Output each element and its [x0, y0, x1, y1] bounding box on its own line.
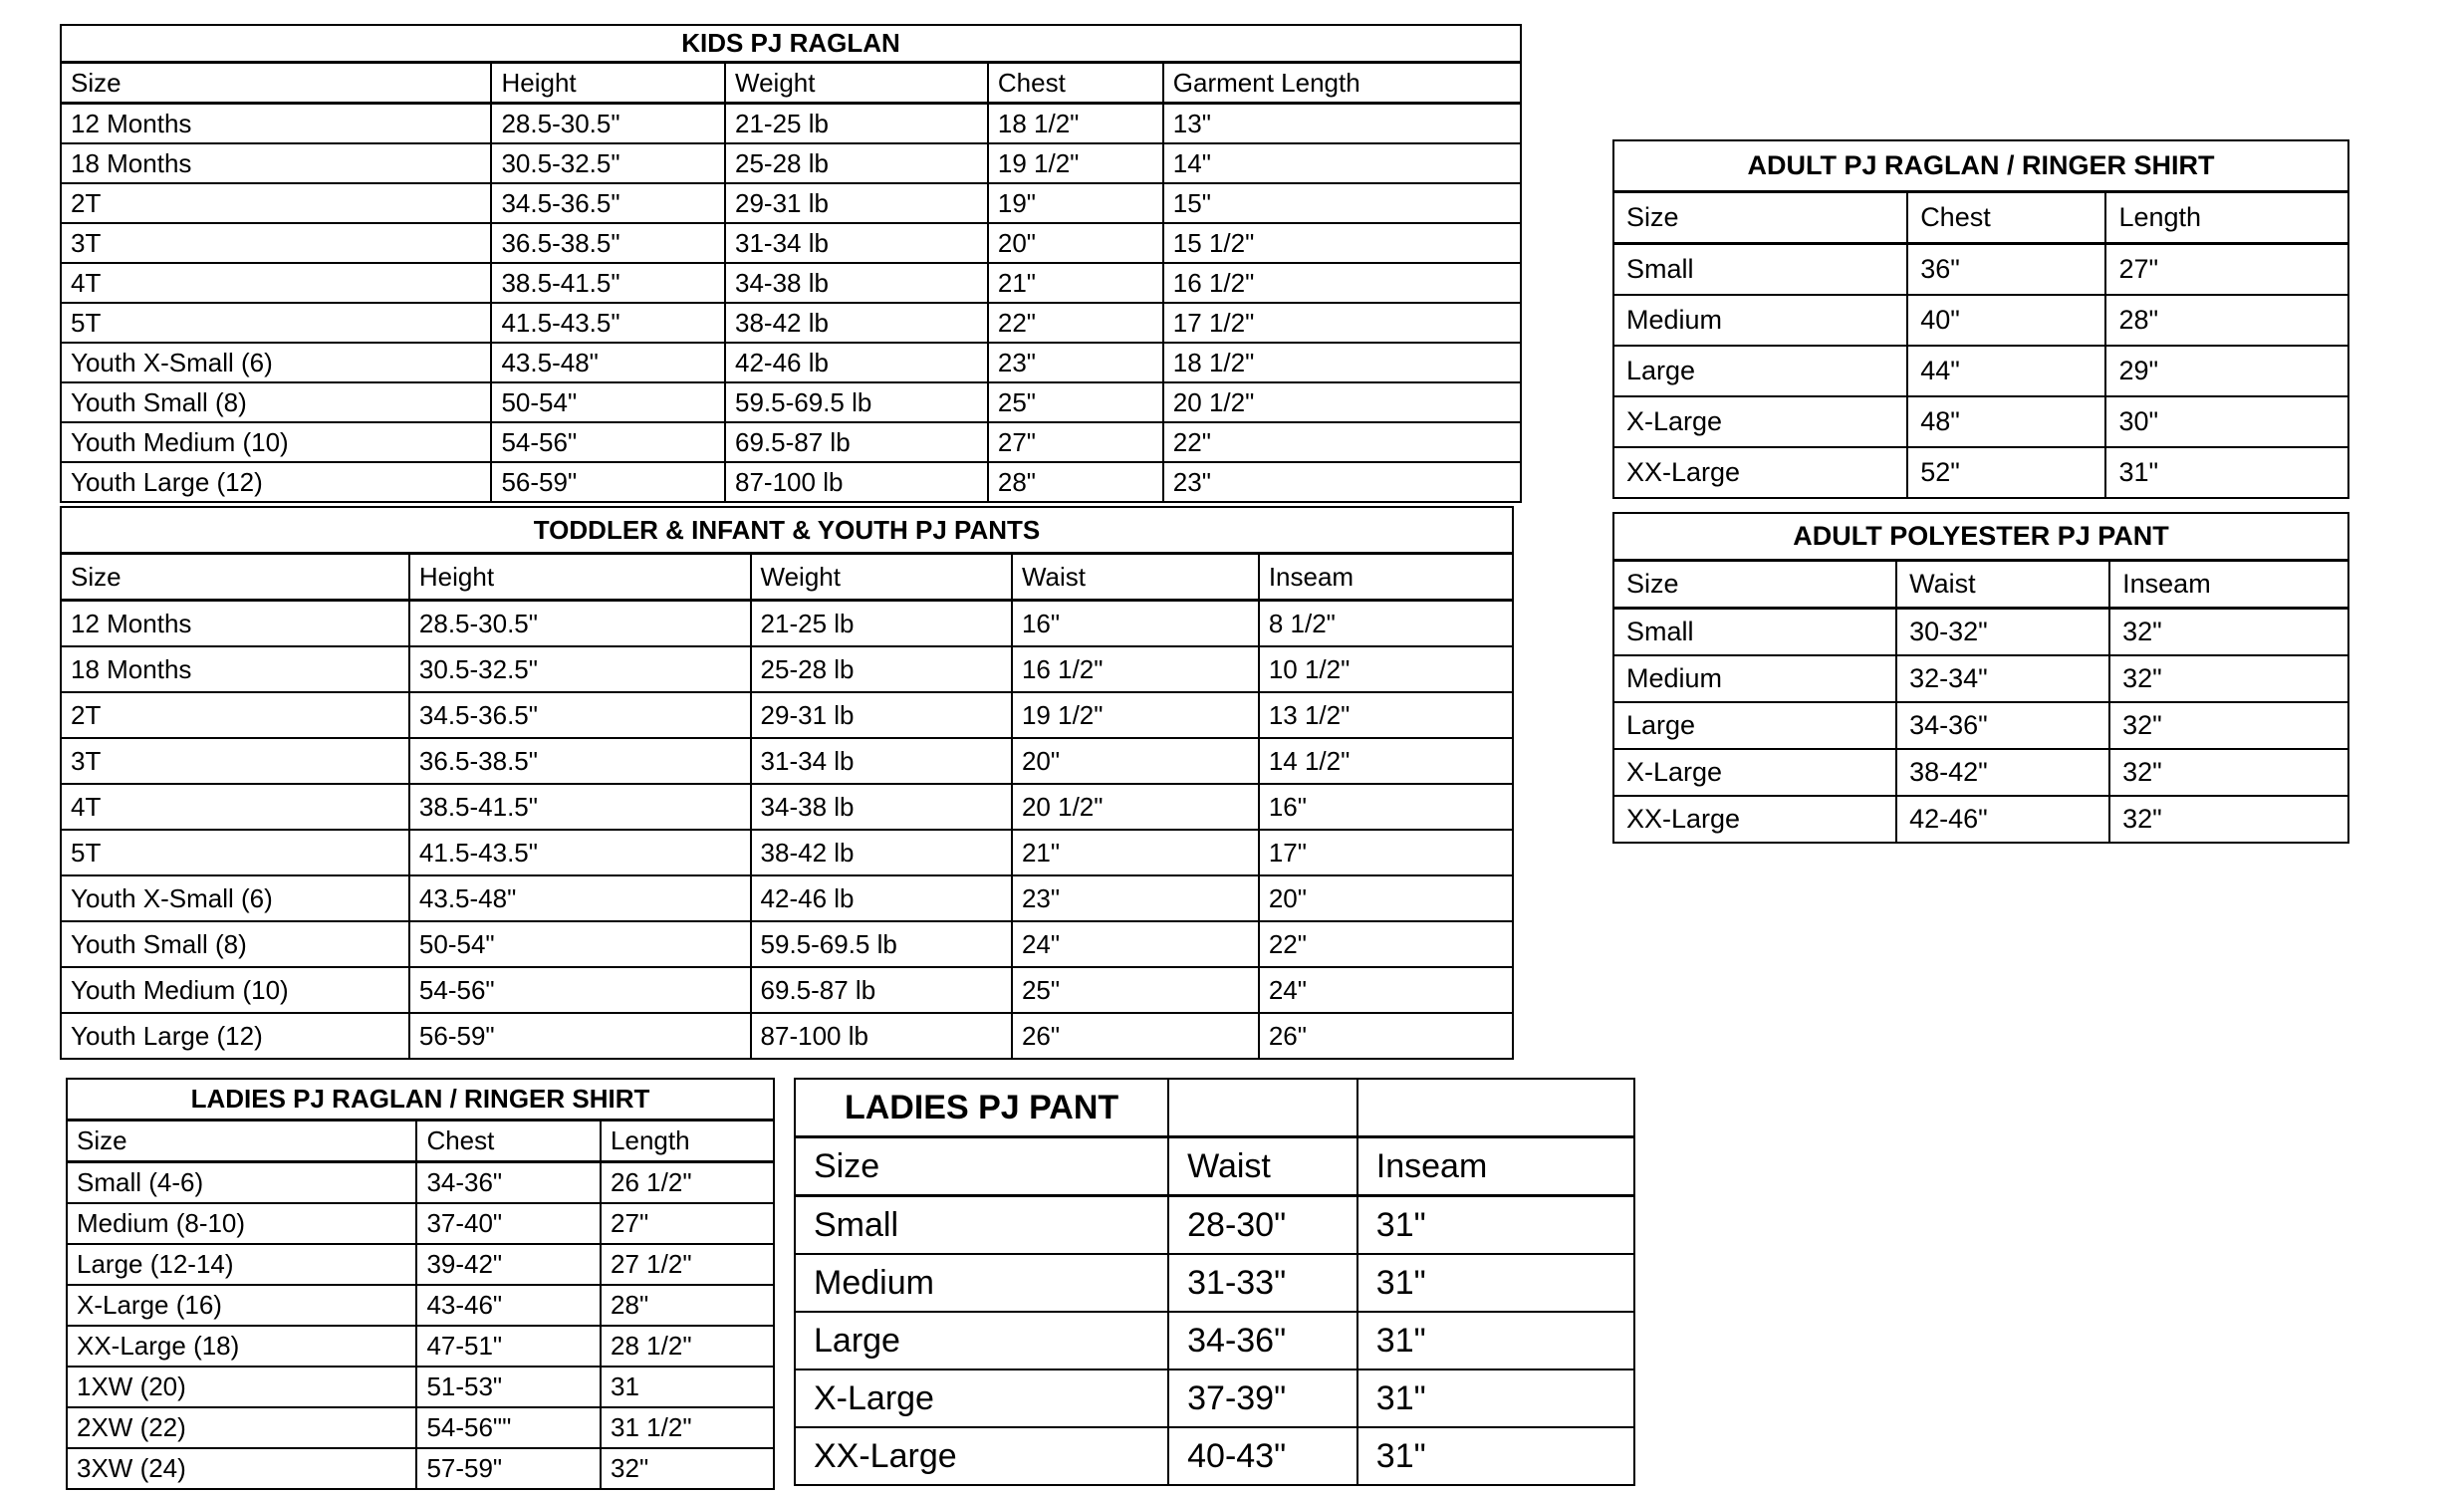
header-row: [61, 63, 1521, 104]
header-row: [795, 1137, 1634, 1196]
table-cell: 34-38 lb: [725, 263, 988, 303]
table-cell: 21": [1012, 830, 1259, 875]
table-cell: 36": [1907, 244, 2105, 296]
column-header: Length: [2105, 192, 2348, 244]
table-row: [67, 1407, 774, 1448]
table-cell: Large: [1613, 346, 1907, 396]
table-cell: Small: [795, 1196, 1168, 1255]
table-cell: 57-59": [416, 1448, 601, 1489]
table-row: [1613, 396, 2348, 447]
table-cell: Youth Large (12): [61, 1013, 409, 1059]
column-header: Size: [61, 554, 409, 601]
table-cell: 31-34 lb: [751, 738, 1012, 784]
table-cell: Youth Large (12): [61, 462, 491, 502]
table-cell: Small (4-6): [67, 1162, 416, 1204]
table-row: [61, 343, 1521, 382]
table-cell: 30.5-32.5": [491, 143, 725, 183]
table-cell: 18 1/2": [988, 104, 1163, 144]
table-cell: Medium: [1613, 655, 1896, 702]
table-cell: 20": [1259, 875, 1513, 921]
table-cell: 54-56": [409, 967, 751, 1013]
table-row: [61, 601, 1513, 647]
table-cell: 43.5-48": [409, 875, 751, 921]
table-cell: 15": [1163, 183, 1521, 223]
table-cell: 32-34": [1896, 655, 2109, 702]
table-row: [61, 875, 1513, 921]
table-row: [61, 263, 1521, 303]
table-row: [67, 1203, 774, 1244]
adult-polyester-pj-pant-table: [1612, 512, 2349, 844]
table-row: [61, 143, 1521, 183]
table-title-row: [1613, 513, 2348, 561]
table-row: [61, 462, 1521, 502]
table-cell: 34-38 lb: [751, 784, 1012, 830]
table-cell: XX-Large: [795, 1427, 1168, 1485]
table-cell: Small: [1613, 244, 1907, 296]
table-cell: XX-Large (18): [67, 1326, 416, 1367]
table-cell: 27": [2105, 244, 2348, 296]
table-cell: 16": [1012, 601, 1259, 647]
table-cell: 4T: [61, 263, 491, 303]
table-cell: 24": [1259, 967, 1513, 1013]
table-cell: 37-40": [416, 1203, 601, 1244]
table-cell: 3T: [61, 738, 409, 784]
table-row: [61, 738, 1513, 784]
table-cell: 32": [2109, 609, 2348, 656]
table-cell: 18 Months: [61, 646, 409, 692]
table-cell: 48": [1907, 396, 2105, 447]
table-row: [67, 1244, 774, 1285]
table-cell: 26 1/2": [601, 1162, 774, 1204]
table-cell: 32": [2109, 796, 2348, 843]
table-row: [1613, 346, 2348, 396]
adult-pj-raglan-ringer-shirt-table: [1612, 139, 2349, 499]
table-cell: 30-32": [1896, 609, 2109, 656]
table-title: [1357, 1079, 1634, 1137]
table-cell: 31 1/2": [601, 1407, 774, 1448]
table-cell: 17": [1259, 830, 1513, 875]
table-cell: 54-56"": [416, 1407, 601, 1448]
table-cell: 41.5-43.5": [409, 830, 751, 875]
table-cell: Youth X-Small (6): [61, 875, 409, 921]
column-header: Garment Length: [1163, 63, 1521, 104]
table-cell: 52": [1907, 447, 2105, 498]
table-cell: 13 1/2": [1259, 692, 1513, 738]
table-title-row: [61, 25, 1521, 63]
table-cell: 23": [1012, 875, 1259, 921]
table-row: [67, 1448, 774, 1489]
table-cell: 19 1/2": [1012, 692, 1259, 738]
table-cell: 21-25 lb: [751, 601, 1012, 647]
table-cell: 31": [1357, 1370, 1634, 1427]
table-row: [61, 921, 1513, 967]
column-header: Length: [601, 1120, 774, 1162]
table-cell: 5T: [61, 830, 409, 875]
table-row: [61, 692, 1513, 738]
column-header: Waist: [1896, 561, 2109, 609]
table-cell: 16": [1259, 784, 1513, 830]
table-row: [795, 1370, 1634, 1427]
table-cell: 41.5-43.5": [491, 303, 725, 343]
table-cell: 19": [988, 183, 1163, 223]
table-cell: 32": [2109, 702, 2348, 749]
table-cell: XX-Large: [1613, 447, 1907, 498]
table-cell: 87-100 lb: [725, 462, 988, 502]
table-cell: 3T: [61, 223, 491, 263]
table-cell: 8 1/2": [1259, 601, 1513, 647]
table-cell: 18 1/2": [1163, 343, 1521, 382]
table-cell: Large: [1613, 702, 1896, 749]
table-row: [1613, 749, 2348, 796]
table-cell: 1XW (20): [67, 1367, 416, 1407]
table-cell: 21-25 lb: [725, 104, 988, 144]
table-cell: 28.5-30.5": [491, 104, 725, 144]
table-cell: 69.5-87 lb: [725, 422, 988, 462]
table-cell: 31": [1357, 1312, 1634, 1370]
table-row: [1613, 609, 2348, 656]
table-title: [1168, 1079, 1357, 1137]
table-cell: 30.5-32.5": [409, 646, 751, 692]
table-cell: 50-54": [409, 921, 751, 967]
table-cell: 28-30": [1168, 1196, 1357, 1255]
table-cell: 17 1/2": [1163, 303, 1521, 343]
table-cell: Youth Small (8): [61, 382, 491, 422]
table-cell: 2T: [61, 183, 491, 223]
table-row: [795, 1312, 1634, 1370]
table-cell: 21": [988, 263, 1163, 303]
table-cell: 69.5-87 lb: [751, 967, 1012, 1013]
table-cell: 47-51": [416, 1326, 601, 1367]
table-cell: 38.5-41.5": [491, 263, 725, 303]
table-row: [61, 183, 1521, 223]
table-cell: 29-31 lb: [725, 183, 988, 223]
table-cell: 25": [1012, 967, 1259, 1013]
table-cell: 27": [601, 1203, 774, 1244]
column-header: Size: [1613, 192, 1907, 244]
table-cell: 54-56": [491, 422, 725, 462]
column-header: Waist: [1168, 1137, 1357, 1196]
column-header: Chest: [1907, 192, 2105, 244]
table-row: [61, 104, 1521, 144]
table-cell: 31": [1357, 1427, 1634, 1485]
table-row: [795, 1254, 1634, 1312]
table-cell: 34-36": [1168, 1312, 1357, 1370]
column-header: Size: [61, 63, 491, 104]
table-row: [61, 830, 1513, 875]
table-cell: Medium: [795, 1254, 1168, 1312]
table-cell: 13": [1163, 104, 1521, 144]
table-cell: 30": [2105, 396, 2348, 447]
table-cell: 29-31 lb: [751, 692, 1012, 738]
table-cell: 40-43": [1168, 1427, 1357, 1485]
table-cell: 28": [2105, 295, 2348, 346]
table-row: [1613, 447, 2348, 498]
table-row: [61, 784, 1513, 830]
kids-pj-raglan-table: [60, 24, 1522, 503]
table-cell: 18 Months: [61, 143, 491, 183]
table-cell: 31: [601, 1367, 774, 1407]
ladies-pj-raglan-ringer-shirt-table: [66, 1078, 775, 1490]
table-cell: 25-28 lb: [751, 646, 1012, 692]
column-header: Size: [67, 1120, 416, 1162]
table-cell: 23": [988, 343, 1163, 382]
table-cell: 59.5-69.5 lb: [725, 382, 988, 422]
table-cell: 34.5-36.5": [491, 183, 725, 223]
table-title-row: [61, 507, 1513, 554]
header-row: [1613, 561, 2348, 609]
table-cell: 31-33": [1168, 1254, 1357, 1312]
table-cell: 43.5-48": [491, 343, 725, 382]
table-title-row: [795, 1079, 1634, 1137]
table-cell: 22": [1163, 422, 1521, 462]
table-cell: Youth X-Small (6): [61, 343, 491, 382]
table-title-row: [1613, 140, 2348, 192]
table-row: [67, 1326, 774, 1367]
table-cell: 14": [1163, 143, 1521, 183]
table-cell: 34-36": [416, 1162, 601, 1204]
table-row: [67, 1367, 774, 1407]
table-cell: X-Large: [1613, 396, 1907, 447]
table-cell: 27 1/2": [601, 1244, 774, 1285]
table-cell: 31": [1357, 1196, 1634, 1255]
table-title: KIDS PJ RAGLAN: [61, 25, 1521, 63]
column-header: Inseam: [1357, 1137, 1634, 1196]
table-cell: 34.5-36.5": [409, 692, 751, 738]
column-header: Height: [409, 554, 751, 601]
table-row: [61, 382, 1521, 422]
table-row: [1613, 796, 2348, 843]
table-cell: 4T: [61, 784, 409, 830]
table-cell: 32": [2109, 749, 2348, 796]
table-cell: 23": [1163, 462, 1521, 502]
table-cell: 28": [601, 1285, 774, 1326]
table-cell: X-Large: [795, 1370, 1168, 1427]
table-cell: 22": [1259, 921, 1513, 967]
table-cell: 26": [1012, 1013, 1259, 1059]
table-cell: 38-42 lb: [725, 303, 988, 343]
table-cell: 50-54": [491, 382, 725, 422]
ladies-pj-pant-table: [794, 1078, 1635, 1486]
table-cell: 20": [988, 223, 1163, 263]
table-title-row: [67, 1079, 774, 1120]
table-cell: 28": [988, 462, 1163, 502]
column-header: Inseam: [2109, 561, 2348, 609]
header-row: [1613, 192, 2348, 244]
table-cell: Medium (8-10): [67, 1203, 416, 1244]
table-cell: Large (12-14): [67, 1244, 416, 1285]
table-cell: 59.5-69.5 lb: [751, 921, 1012, 967]
toddler-infant-youth-pj-pants-table: [60, 506, 1514, 1060]
column-header: Inseam: [1259, 554, 1513, 601]
table-cell: 34-36": [1896, 702, 2109, 749]
table-cell: 31": [2105, 447, 2348, 498]
table-cell: 37-39": [1168, 1370, 1357, 1427]
table-cell: 36.5-38.5": [491, 223, 725, 263]
header-row: [61, 554, 1513, 601]
table-cell: 31-34 lb: [725, 223, 988, 263]
table-cell: 12 Months: [61, 104, 491, 144]
table-cell: 32": [601, 1448, 774, 1489]
table-cell: 56-59": [409, 1013, 751, 1059]
table-cell: 44": [1907, 346, 2105, 396]
table-title: ADULT PJ RAGLAN / RINGER SHIRT: [1613, 140, 2348, 192]
table-cell: Youth Medium (10): [61, 422, 491, 462]
table-cell: 42-46 lb: [751, 875, 1012, 921]
table-row: [795, 1196, 1634, 1255]
table-title: TODDLER & INFANT & YOUTH PJ PANTS: [61, 507, 1513, 554]
table-row: [61, 1013, 1513, 1059]
table-cell: 26": [1259, 1013, 1513, 1059]
table-cell: Small: [1613, 609, 1896, 656]
table-cell: 32": [2109, 655, 2348, 702]
table-row: [1613, 702, 2348, 749]
table-cell: 25": [988, 382, 1163, 422]
table-title: LADIES PJ RAGLAN / RINGER SHIRT: [67, 1079, 774, 1120]
column-header: Waist: [1012, 554, 1259, 601]
table-cell: 14 1/2": [1259, 738, 1513, 784]
table-cell: X-Large (16): [67, 1285, 416, 1326]
table-cell: 19 1/2": [988, 143, 1163, 183]
table-row: [61, 422, 1521, 462]
table-cell: 12 Months: [61, 601, 409, 647]
table-cell: 20 1/2": [1163, 382, 1521, 422]
table-cell: 27": [988, 422, 1163, 462]
table-row: [1613, 244, 2348, 296]
table-cell: 56-59": [491, 462, 725, 502]
table-cell: 10 1/2": [1259, 646, 1513, 692]
table-row: [61, 967, 1513, 1013]
table-cell: 28 1/2": [601, 1326, 774, 1367]
table-title: ADULT POLYESTER PJ PANT: [1613, 513, 2348, 561]
table-row: [1613, 655, 2348, 702]
table-cell: 5T: [61, 303, 491, 343]
table-cell: 25-28 lb: [725, 143, 988, 183]
table-row: [61, 303, 1521, 343]
table-cell: 28.5-30.5": [409, 601, 751, 647]
column-header: Weight: [751, 554, 1012, 601]
table-cell: 16 1/2": [1012, 646, 1259, 692]
table-row: [795, 1427, 1634, 1485]
table-cell: 3XW (24): [67, 1448, 416, 1489]
column-header: Height: [491, 63, 725, 104]
table-cell: 51-53": [416, 1367, 601, 1407]
column-header: Chest: [988, 63, 1163, 104]
table-cell: 20 1/2": [1012, 784, 1259, 830]
header-row: [67, 1120, 774, 1162]
table-cell: 42-46 lb: [725, 343, 988, 382]
table-cell: 15 1/2": [1163, 223, 1521, 263]
table-row: [1613, 295, 2348, 346]
table-cell: 43-46": [416, 1285, 601, 1326]
table-row: [67, 1285, 774, 1326]
table-cell: 22": [988, 303, 1163, 343]
table-row: [67, 1162, 774, 1204]
table-cell: 38-42": [1896, 749, 2109, 796]
table-cell: 2XW (22): [67, 1407, 416, 1448]
table-cell: Medium: [1613, 295, 1907, 346]
table-cell: 20": [1012, 738, 1259, 784]
table-cell: 39-42": [416, 1244, 601, 1285]
table-cell: 42-46": [1896, 796, 2109, 843]
table-cell: 16 1/2": [1163, 263, 1521, 303]
table-cell: X-Large: [1613, 749, 1896, 796]
table-cell: 24": [1012, 921, 1259, 967]
table-title: LADIES PJ PANT: [795, 1079, 1168, 1137]
table-row: [61, 646, 1513, 692]
table-cell: 31": [1357, 1254, 1634, 1312]
column-header: Size: [795, 1137, 1168, 1196]
table-cell: Youth Small (8): [61, 921, 409, 967]
table-cell: 29": [2105, 346, 2348, 396]
table-cell: 87-100 lb: [751, 1013, 1012, 1059]
table-cell: 38-42 lb: [751, 830, 1012, 875]
table-cell: XX-Large: [1613, 796, 1896, 843]
table-cell: 40": [1907, 295, 2105, 346]
column-header: Weight: [725, 63, 988, 104]
table-cell: 2T: [61, 692, 409, 738]
table-cell: Large: [795, 1312, 1168, 1370]
table-row: [61, 223, 1521, 263]
table-cell: 36.5-38.5": [409, 738, 751, 784]
table-cell: 38.5-41.5": [409, 784, 751, 830]
column-header: Chest: [416, 1120, 601, 1162]
table-cell: Youth Medium (10): [61, 967, 409, 1013]
column-header: Size: [1613, 561, 1896, 609]
